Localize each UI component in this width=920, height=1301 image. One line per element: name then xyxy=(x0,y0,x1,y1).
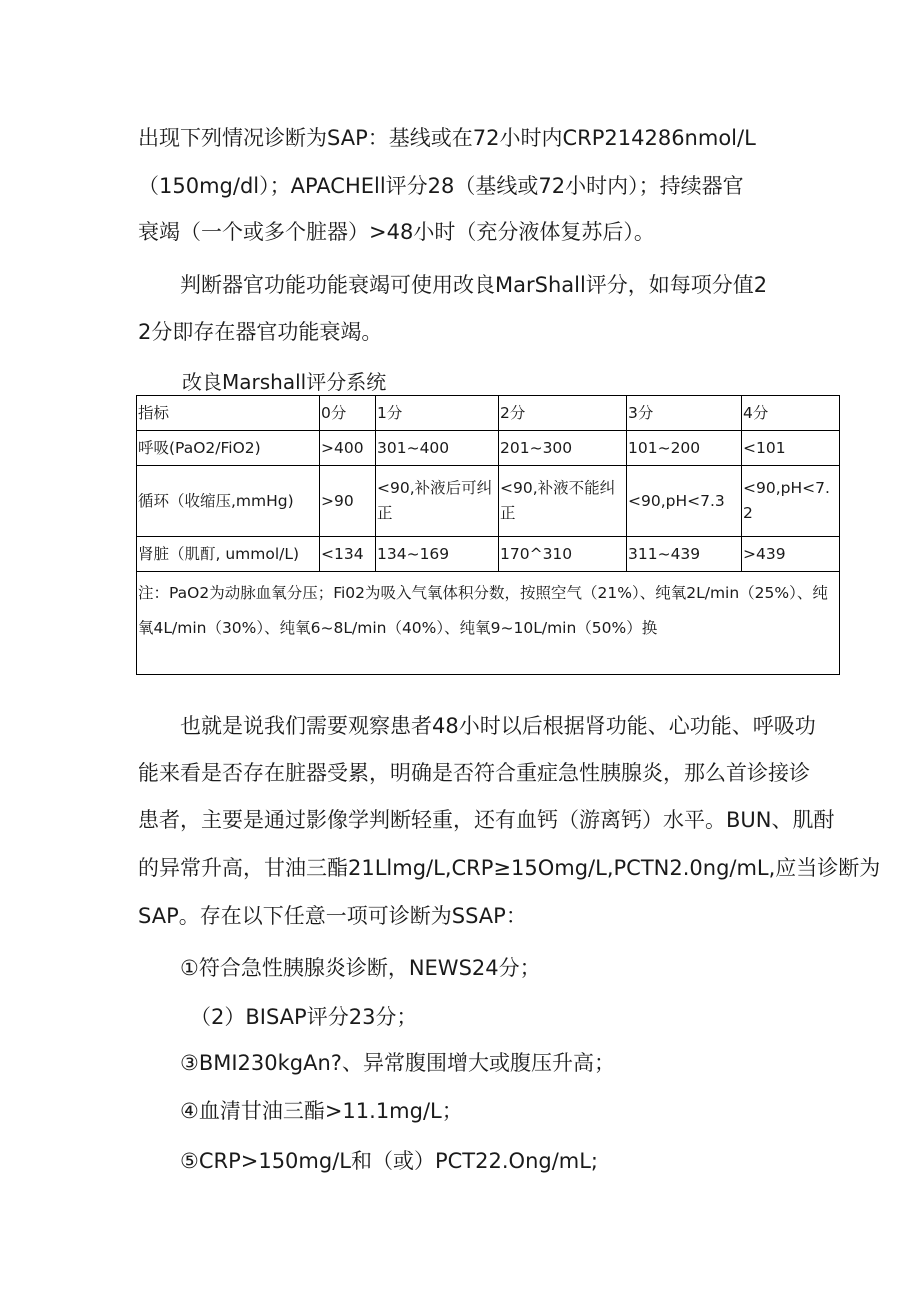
header-cell: 0分 xyxy=(320,396,376,431)
header-cell: 4分 xyxy=(742,396,840,431)
table-cell: 肾脏（肌酊, ummol/L) xyxy=(137,537,320,572)
table-row-kidney xyxy=(137,537,840,572)
table-note-row xyxy=(137,572,840,675)
table-header-row xyxy=(137,396,840,431)
paragraph-line: 能来看是否存在脏器受累，明确是否符合重症急性胰腺炎，那么首诊接诊 xyxy=(138,761,810,785)
paragraph-line: 患者，主要是通过影像学判断轻重，还有血钙（游离钙）水平。BUN、肌酎 xyxy=(138,808,835,832)
table-caption: 改良Marshall评分系统 xyxy=(182,370,387,394)
table-cell: <90,pH<7.3 xyxy=(627,466,742,537)
paragraph-line: 的异常升高，甘油三酯21Llmg/L,CRP≥15Omg/L,PCTN2.0ng/mL,应当诊断为 xyxy=(138,856,881,880)
table-cell: 循环（收缩压,mmHg) xyxy=(137,466,320,537)
table-cell: >400 xyxy=(320,431,376,466)
table-cell: 170^310 xyxy=(499,537,627,572)
paragraph-line: 2分即存在器官功能衰竭。 xyxy=(138,320,383,344)
paragraph-line: SAP。存在以下任意一项可诊断为SSAP： xyxy=(138,904,527,928)
marshall-score-table xyxy=(136,395,840,675)
table-row-circulation xyxy=(137,466,840,537)
paragraph-line: （150mg/dl）；APACHEll评分28（基线或72小时内）；持续器官 xyxy=(138,174,744,198)
table-cell: 301~400 xyxy=(376,431,499,466)
table-cell: <134 xyxy=(320,537,376,572)
table-cell: 134~169 xyxy=(376,537,499,572)
table-cell: 呼吸(PaO2/FiO2) xyxy=(137,431,320,466)
table-cell: 101~200 xyxy=(627,431,742,466)
criteria-item: ⑤CRP>150mg/L和（或）PCT22.Ong/mL; xyxy=(180,1149,599,1173)
table-cell: >90 xyxy=(320,466,376,537)
criteria-item: ①符合急性胰腺炎诊断，NEWS24分； xyxy=(180,956,541,980)
criteria-item: ④血清甘油三酯>11.1mg/L； xyxy=(180,1099,463,1123)
header-cell: 1分 xyxy=(376,396,499,431)
table-cell: <90,补液后可纠正 xyxy=(376,466,499,537)
paragraph-line: 判断器官功能功能衰竭可使用改良MarShall评分，如每项分值2 xyxy=(180,273,768,297)
header-cell: 指标 xyxy=(137,396,320,431)
paragraph-line: 衰竭（一个或多个脏器）>48小时（充分液体复苏后）。 xyxy=(138,220,655,244)
table-cell: <90,pH<7.2 xyxy=(742,466,840,537)
criteria-item: ③BMI230kgAn?、异常腹围增大或腹压升高； xyxy=(180,1051,615,1075)
table-row-respiration xyxy=(137,431,840,466)
header-cell: 2分 xyxy=(499,396,627,431)
paragraph-line: 出现下列情况诊断为SAP：基线或在72小时内CRP214286nmol/L xyxy=(138,126,756,150)
table-note: 注：PaO2为动脉血氧分压；Fi02为吸入气氧体积分数，按照空气（21%）、纯氧2L/min（25%）、纯氧4L/min（30%）、纯氧6~8L/min（40%）、纯氧9~10L/min（50%）换 xyxy=(137,572,840,675)
header-cell: 3分 xyxy=(627,396,742,431)
criteria-item: （2）BISAP评分23分； xyxy=(190,1005,418,1029)
paragraph-line: 也就是说我们需要观察患者48小时以后根据肾功能、心功能、呼吸功 xyxy=(180,714,816,738)
table-cell: <101 xyxy=(742,431,840,466)
table-cell: 201~300 xyxy=(499,431,627,466)
table-cell: >439 xyxy=(742,537,840,572)
table-cell: <90,补液不能纠正 xyxy=(499,466,627,537)
table-cell: 311~439 xyxy=(627,537,742,572)
